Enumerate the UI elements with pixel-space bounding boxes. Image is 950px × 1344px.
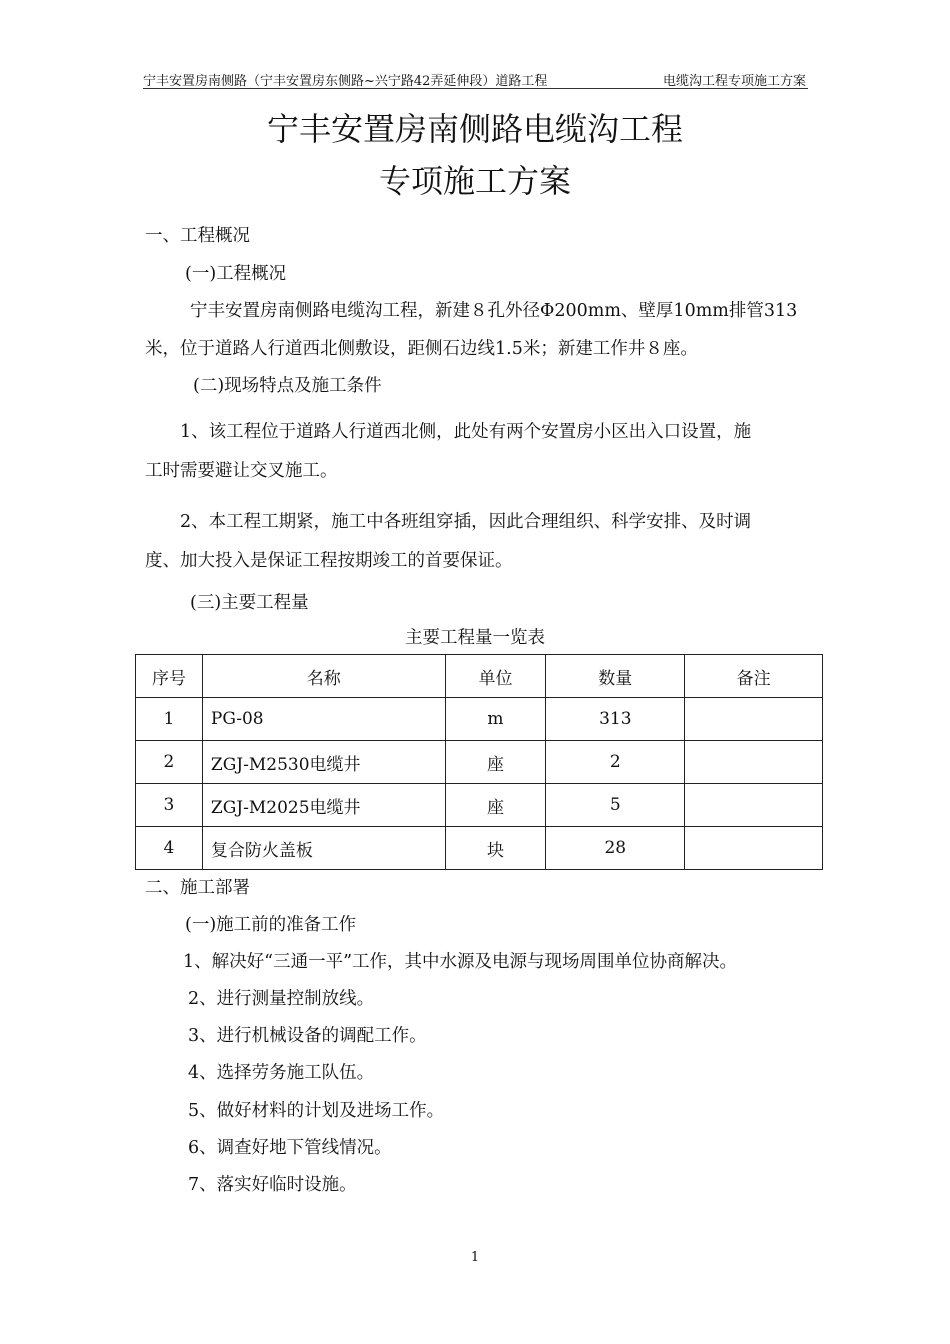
section2-heading: 二、施工部署 bbox=[145, 878, 250, 898]
table-cell: 1 bbox=[136, 698, 203, 741]
table-caption: 主要工程量一览表 bbox=[405, 628, 545, 648]
table-cell bbox=[685, 741, 823, 784]
table-header-cell: 名称 bbox=[202, 655, 445, 698]
table-cell: 2 bbox=[136, 741, 203, 784]
table-header-row bbox=[136, 655, 823, 698]
section1-heading: 一、工程概况 bbox=[145, 226, 250, 246]
section1-subheading-1: (一)工程概况 bbox=[185, 264, 287, 284]
list-item: 7、落实好临时设施。 bbox=[188, 1175, 357, 1195]
section1-paragraph1-line2: 米，位于道路人行道西北侧敷设，距侧石边线1.5米；新建工作井８座。 bbox=[145, 339, 698, 359]
table-cell: 5 bbox=[546, 784, 685, 827]
list-item: 5、做好材料的计划及进场工作。 bbox=[188, 1101, 445, 1121]
table-row bbox=[136, 698, 823, 741]
list-item: 2、进行测量控制放线。 bbox=[188, 989, 375, 1009]
table-cell: 313 bbox=[546, 698, 685, 741]
list-item: 3、进行机械设备的调配工作。 bbox=[188, 1026, 427, 1046]
section1-paragraph1-line1: 宁丰安置房南侧路电缆沟工程，新建８孔外径Φ200mm、壁厚10mm排管313 bbox=[190, 301, 798, 321]
list-item: 6、调查好地下管线情况。 bbox=[188, 1138, 392, 1158]
section1-paragraph2-line2: 工时需要避让交叉施工。 bbox=[145, 461, 338, 481]
list-item: 4、选择劳务施工队伍。 bbox=[188, 1063, 375, 1083]
table-double-border bbox=[822, 654, 825, 867]
section1-subheading-2: (二)现场特点及施工条件 bbox=[193, 376, 382, 396]
table-row bbox=[136, 784, 823, 827]
table-header-cell: 序号 bbox=[136, 655, 203, 698]
table-cell: 3 bbox=[136, 784, 203, 827]
table-cell: ZGJ-M2025电缆井 bbox=[202, 784, 445, 827]
page-number: 1 bbox=[470, 1250, 480, 1265]
quantity-table bbox=[135, 654, 823, 870]
table-cell: 座 bbox=[445, 784, 546, 827]
table-row bbox=[136, 827, 823, 870]
table-cell bbox=[685, 784, 823, 827]
table-cell: 28 bbox=[546, 827, 685, 870]
table-cell: 块 bbox=[445, 827, 546, 870]
table-header-cell: 备注 bbox=[685, 655, 823, 698]
list-item: 1、解决好“三通一平”工作，其中水源及电源与现场周围单位协商解决。 bbox=[183, 952, 738, 972]
table-header-cell: 单位 bbox=[445, 655, 546, 698]
table-cell: m bbox=[445, 698, 546, 741]
table-cell: 2 bbox=[546, 741, 685, 784]
section2-subheading-1: (一)施工前的准备工作 bbox=[185, 915, 357, 935]
page-header bbox=[143, 66, 808, 89]
table-cell bbox=[685, 827, 823, 870]
section1-paragraph3-line1: 2、本工程工期紧，施工中各班组穿插，因此合理组织、科学安排、及时调 bbox=[180, 512, 752, 532]
header-doc-name: 电缆沟工程专项施工方案 bbox=[662, 74, 806, 89]
table-header-cell: 数量 bbox=[546, 655, 685, 698]
section1-paragraph3-line2: 度、加大投入是保证工程按期竣工的首要保证。 bbox=[145, 551, 513, 571]
table-cell: PG-08 bbox=[202, 698, 445, 741]
section1-paragraph2-line1: 1、该工程位于道路人行道西北侧，此处有两个安置房小区出入口设置，施 bbox=[180, 422, 752, 442]
table-cell: 座 bbox=[445, 741, 546, 784]
table-cell bbox=[685, 698, 823, 741]
table-cell: 复合防火盖板 bbox=[202, 827, 445, 870]
table-cell: 4 bbox=[136, 827, 203, 870]
table-row bbox=[136, 741, 823, 784]
header-project-name: 宁丰安置房南侧路（宁丰安置房东侧路~兴宁路42弄延伸段）道路工程 bbox=[143, 74, 548, 89]
section1-subheading-3: (三)主要工程量 bbox=[190, 593, 309, 613]
document-title-line2: 专项施工方案 bbox=[378, 162, 571, 200]
document-title-line1: 宁丰安置房南侧路电缆沟工程 bbox=[266, 110, 683, 148]
table-cell: ZGJ-M2530电缆井 bbox=[202, 741, 445, 784]
